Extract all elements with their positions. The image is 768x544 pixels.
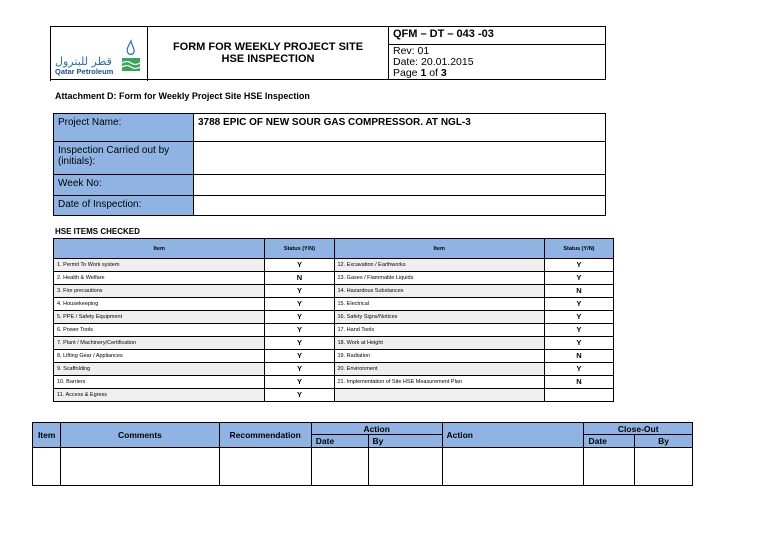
item-left-status[interactable]: Y — [265, 363, 334, 376]
items-row — [54, 311, 614, 324]
item-left-label: 4. Housekeeping — [54, 298, 265, 311]
item-left-label: 5. PPE / Safety Equipment — [54, 311, 265, 324]
doc-rev: Rev: 01 — [393, 45, 430, 57]
item-right-status[interactable]: N — [544, 376, 613, 389]
col-action-group-header: Action — [311, 423, 442, 435]
item-left-label: 1. Permit To Work system — [54, 259, 265, 272]
item-left-status[interactable]: Y — [265, 298, 334, 311]
col-action-header: Action — [442, 423, 584, 448]
inspection-date-label: Date of Inspection: — [54, 196, 194, 216]
item-right-label: 21. Implementation of Site HSE Measurement Plan — [334, 376, 544, 389]
row-comments-cell[interactable] — [61, 448, 219, 486]
item-right-label: 15. Electrical — [334, 298, 544, 311]
col-closeout-by-header: By — [635, 435, 693, 448]
hse-items-table — [53, 238, 614, 402]
col-comments-header: Comments — [61, 423, 219, 448]
inspector-value[interactable] — [194, 142, 606, 175]
item-left-label: 7. Plant / Machinery/Certification — [54, 337, 265, 350]
item-left-status[interactable]: N — [265, 272, 334, 285]
items-section-title: HSE ITEMS CHECKED — [55, 227, 140, 236]
item-right-label: 14. Hazardous Substances — [334, 285, 544, 298]
row-closeout-date-cell[interactable] — [584, 448, 635, 486]
row-item-cell[interactable] — [33, 448, 61, 486]
item-left-status[interactable]: Y — [265, 259, 334, 272]
item-left-status[interactable]: Y — [265, 350, 334, 363]
items-row — [54, 259, 614, 272]
logo-cell — [51, 27, 148, 80]
item-left-label: 3. Fire precautions — [54, 285, 265, 298]
items-row — [54, 389, 614, 402]
item-right-status[interactable]: N — [544, 285, 613, 298]
col-closeout-date-header: Date — [584, 435, 635, 448]
item-left-label: 2. Health & Welfare — [54, 272, 265, 285]
row-closeout-by-cell[interactable] — [635, 448, 693, 486]
item-right-label: 20. Environment — [334, 363, 544, 376]
item-right-status[interactable]: N — [544, 350, 613, 363]
row-action-cell[interactable] — [442, 448, 584, 486]
form-title — [148, 27, 389, 80]
item-left-status[interactable]: Y — [265, 324, 334, 337]
item-left-label: 10. Barriers — [54, 376, 265, 389]
row-action-date-cell[interactable] — [311, 448, 368, 486]
items-row — [54, 376, 614, 389]
col-closeout-group-header: Close-Out — [584, 423, 693, 435]
item-left-status[interactable]: Y — [265, 389, 334, 402]
doc-date: Date: 20.01.2015 — [393, 56, 474, 68]
item-right-label: 19. Radiation — [334, 350, 544, 363]
col-action-by-header: By — [368, 435, 442, 448]
items-row — [54, 324, 614, 337]
item-right-status[interactable] — [544, 389, 613, 402]
item-right-status[interactable]: Y — [544, 337, 613, 350]
item-right-status[interactable]: Y — [544, 272, 613, 285]
inspection-date-value[interactable] — [194, 196, 606, 216]
project-name-label: Project Name: — [54, 114, 194, 142]
row-recommendation-cell[interactable] — [219, 448, 311, 486]
item-right-status[interactable]: Y — [544, 363, 613, 376]
item-right-status[interactable]: Y — [544, 259, 613, 272]
project-info-table — [53, 113, 606, 216]
doc-page: Page 1 of 3 — [393, 67, 447, 79]
item-left-status[interactable]: Y — [265, 337, 334, 350]
items-row — [54, 350, 614, 363]
form-header — [50, 26, 606, 80]
items-row — [54, 363, 614, 376]
item-left-label: 8. Lifting Gear / Appliances — [54, 350, 265, 363]
logo-english-text: Qatar Petroleum — [55, 67, 114, 76]
project-name-value[interactable]: 3788 EPIC OF NEW SOUR GAS COMPRESSOR. AT NGL-3 — [194, 114, 606, 142]
item-right-label: 13. Gases / Flammable Liquids — [334, 272, 544, 285]
items-header-status-left: Status (Y/N) — [265, 239, 334, 259]
items-header-item-right: Item — [334, 239, 544, 259]
row-action-by-cell[interactable] — [368, 448, 442, 486]
item-right-status[interactable]: Y — [544, 311, 613, 324]
qatar-petroleum-logo-icon — [119, 39, 143, 73]
item-right-label — [334, 389, 544, 402]
col-item-header: Item — [33, 423, 61, 448]
item-left-status[interactable]: Y — [265, 285, 334, 298]
items-row — [54, 298, 614, 311]
week-no-value[interactable] — [194, 175, 606, 196]
item-right-status[interactable]: Y — [544, 298, 613, 311]
item-left-status[interactable]: Y — [265, 376, 334, 389]
col-action-date-header: Date — [311, 435, 368, 448]
logo-arabic-text: قطر للبترول — [55, 55, 112, 68]
items-row — [54, 285, 614, 298]
item-right-label: 17. Hand Tools — [334, 324, 544, 337]
items-row — [54, 272, 614, 285]
item-left-status[interactable]: Y — [265, 311, 334, 324]
item-right-label: 16. Safety Signs/Notices — [334, 311, 544, 324]
form-title-line2: HSE INSPECTION — [221, 53, 315, 65]
item-right-status[interactable]: Y — [544, 324, 613, 337]
items-header-item-left: Item — [54, 239, 265, 259]
item-left-label: 6. Power Tools — [54, 324, 265, 337]
item-left-label: 11. Access & Egress — [54, 389, 265, 402]
item-right-label: 12. Excavation / Earthworks — [334, 259, 544, 272]
doc-code-cell — [389, 27, 606, 80]
week-no-label: Week No: — [54, 175, 194, 196]
item-left-label: 9. Scaffolding — [54, 363, 265, 376]
inspector-label: Inspection Carried out by (initials): — [54, 142, 194, 175]
item-right-label: 18. Work at Height — [334, 337, 544, 350]
attachment-title: Attachment D: Form for Weekly Project Site HSE Inspection — [55, 91, 310, 101]
items-row — [54, 337, 614, 350]
items-header-status-right: Status (Y/N) — [544, 239, 613, 259]
col-recommendation-header: Recommendation — [219, 423, 311, 448]
form-title-line1: FORM FOR WEEKLY PROJECT SITE — [172, 41, 364, 53]
doc-code: QFM – DT – 043 -03 — [389, 27, 605, 45]
action-table — [32, 422, 693, 486]
